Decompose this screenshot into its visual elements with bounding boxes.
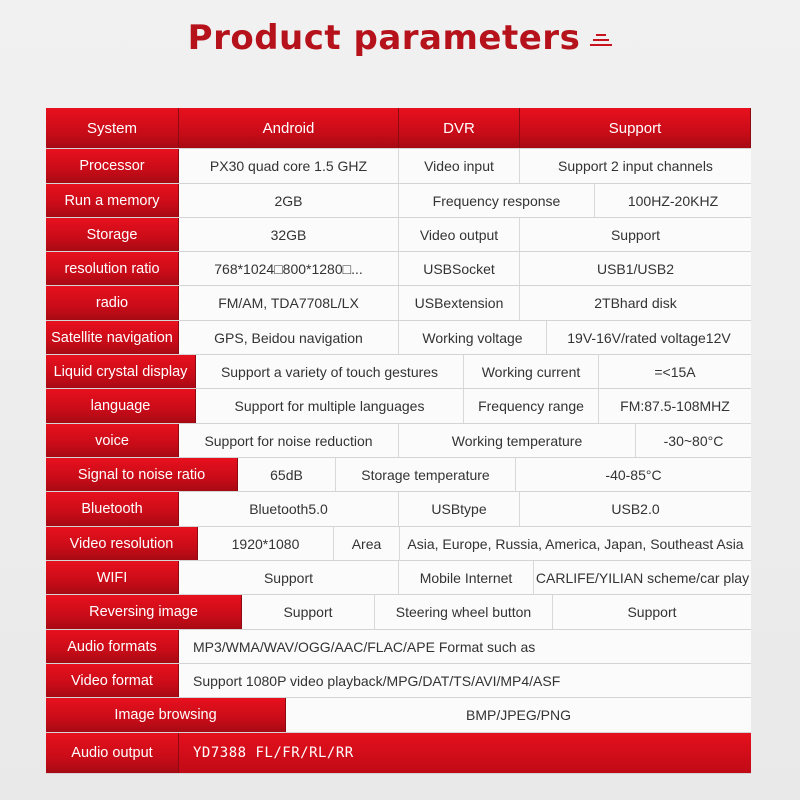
- param-label-cell: Audio formats: [46, 630, 179, 663]
- param-value-cell: 19V-16V/rated voltage12V: [567, 329, 731, 346]
- param-value-cell: 2TBhard disk: [594, 295, 677, 311]
- table-row: [46, 218, 751, 252]
- param-value-cell: Support: [627, 604, 677, 620]
- param-value-cell: Android: [179, 108, 399, 148]
- param-value-cell: Support a variety of touch gestures: [196, 355, 464, 388]
- table-row: [46, 286, 751, 321]
- param-value-cell: Support for noise reduction: [179, 424, 399, 457]
- param-label-cell: Image browsing: [46, 698, 286, 732]
- param-label-cell: Video format: [46, 664, 179, 697]
- table-row: [46, 698, 751, 733]
- param-label-cell: Reversing image: [46, 595, 242, 629]
- param-value-cell: Bluetooth5.0: [179, 492, 399, 526]
- param-value-cell: Area: [334, 527, 400, 560]
- table-row: [46, 321, 751, 355]
- param-value-cell: USB1/USB2: [596, 260, 675, 277]
- param-value-cell: USB2.0: [611, 501, 660, 517]
- table-row: [46, 389, 751, 424]
- param-label-cell: Satellite navigation: [46, 321, 179, 354]
- param-value-cell: FM:87.5-108MHZ: [620, 398, 730, 414]
- param-label-cell: WIFI: [46, 561, 179, 594]
- param-value-cell: CARLIFE/YILIAN scheme/car play: [535, 569, 750, 586]
- table-header-row: [46, 108, 751, 149]
- param-value-cell: 100HZ-20KHZ: [627, 192, 719, 209]
- param-value-cell: -30~80°C: [663, 432, 724, 449]
- param-label-cell: System: [46, 108, 179, 148]
- param-value-cell: Working current: [464, 355, 599, 388]
- param-value-cell: Support 2 input channels: [558, 158, 713, 174]
- param-value-cell: Mobile Internet: [399, 561, 534, 594]
- param-value-cell: Storage temperature: [336, 458, 516, 491]
- table-row: [46, 252, 751, 286]
- page-title: [0, 18, 800, 58]
- table-row: [46, 492, 751, 527]
- table-row: [46, 458, 751, 492]
- table-row: [46, 561, 751, 595]
- param-value-cell: BMP/JPEG/PNG: [465, 707, 572, 723]
- param-value-cell: DVR: [399, 108, 520, 148]
- table-row: [46, 595, 751, 630]
- table-row: [46, 664, 751, 698]
- param-value-cell: MP3/WMA/WAV/OGG/AAC/FLAC/APE Format such as: [193, 638, 536, 655]
- param-value-cell: 1920*1080: [198, 527, 334, 560]
- table-row: [46, 527, 751, 561]
- param-value-cell: 768*1024□800*1280□...: [179, 252, 399, 285]
- param-label-cell: Run a memory: [46, 184, 179, 217]
- param-value-cell: Working voltage: [399, 321, 547, 354]
- param-value-cell: Support: [610, 226, 661, 243]
- param-value-cell: USBtype: [399, 492, 520, 526]
- param-label-cell: Video resolution: [46, 527, 198, 560]
- param-value-cell: 65dB: [238, 458, 336, 491]
- param-value-cell: PX30 quad core 1.5 GHZ: [179, 149, 399, 183]
- param-value-cell: USBextension: [399, 286, 520, 320]
- param-label-cell: resolution ratio: [46, 252, 179, 285]
- param-value-cell: FM/AM, TDA7708L/LX: [179, 286, 399, 320]
- param-value-cell: Support for multiple languages: [196, 389, 464, 423]
- param-value-cell: =<15A: [654, 363, 696, 380]
- table-row: [46, 184, 751, 218]
- table-row: [46, 424, 751, 458]
- param-label-cell: voice: [46, 424, 179, 457]
- param-label-cell: Processor: [46, 149, 179, 183]
- param-value-cell: Video input: [399, 149, 520, 183]
- param-value-cell: YD7388 FL/FR/RL/RR: [193, 745, 354, 761]
- param-label-cell: radio: [46, 286, 179, 320]
- param-value-cell: Support: [179, 561, 399, 594]
- table-row: [46, 149, 751, 184]
- param-label-cell: Storage: [46, 218, 179, 251]
- param-value-cell: Steering wheel button: [375, 595, 553, 629]
- param-value-cell: 32GB: [179, 218, 399, 251]
- page-title-text: Product parameters: [187, 18, 581, 58]
- table-row: [46, 630, 751, 664]
- param-value-cell: 2GB: [179, 184, 399, 217]
- param-label-cell: language: [46, 389, 196, 423]
- param-label-cell: Audio output: [46, 733, 179, 773]
- menu-lines-icon: [590, 31, 612, 49]
- param-value-cell: Support 1080P video playback/MPG/DAT/TS/AVI/MP4/ASF: [193, 672, 561, 689]
- param-value-cell: -40-85°C: [605, 466, 662, 483]
- param-value-cell: Support: [242, 595, 375, 629]
- param-value-cell: Frequency response: [399, 184, 595, 217]
- table-row: [46, 355, 751, 389]
- param-label-cell: Signal to noise ratio: [46, 458, 238, 491]
- param-value-cell: USBSocket: [399, 252, 520, 285]
- table-row: [46, 733, 751, 774]
- param-label-cell: Liquid crystal display: [46, 355, 196, 388]
- param-value-cell: Frequency range: [464, 389, 599, 423]
- param-value-cell: Working temperature: [399, 424, 636, 457]
- param-label-cell: Bluetooth: [46, 492, 179, 526]
- param-value-cell: Video output: [399, 218, 520, 251]
- param-value-cell: GPS, Beidou navigation: [179, 321, 399, 354]
- param-value-cell: Asia, Europe, Russia, America, Japan, Southeast Asia: [407, 535, 744, 552]
- param-value-cell: Support: [520, 108, 751, 148]
